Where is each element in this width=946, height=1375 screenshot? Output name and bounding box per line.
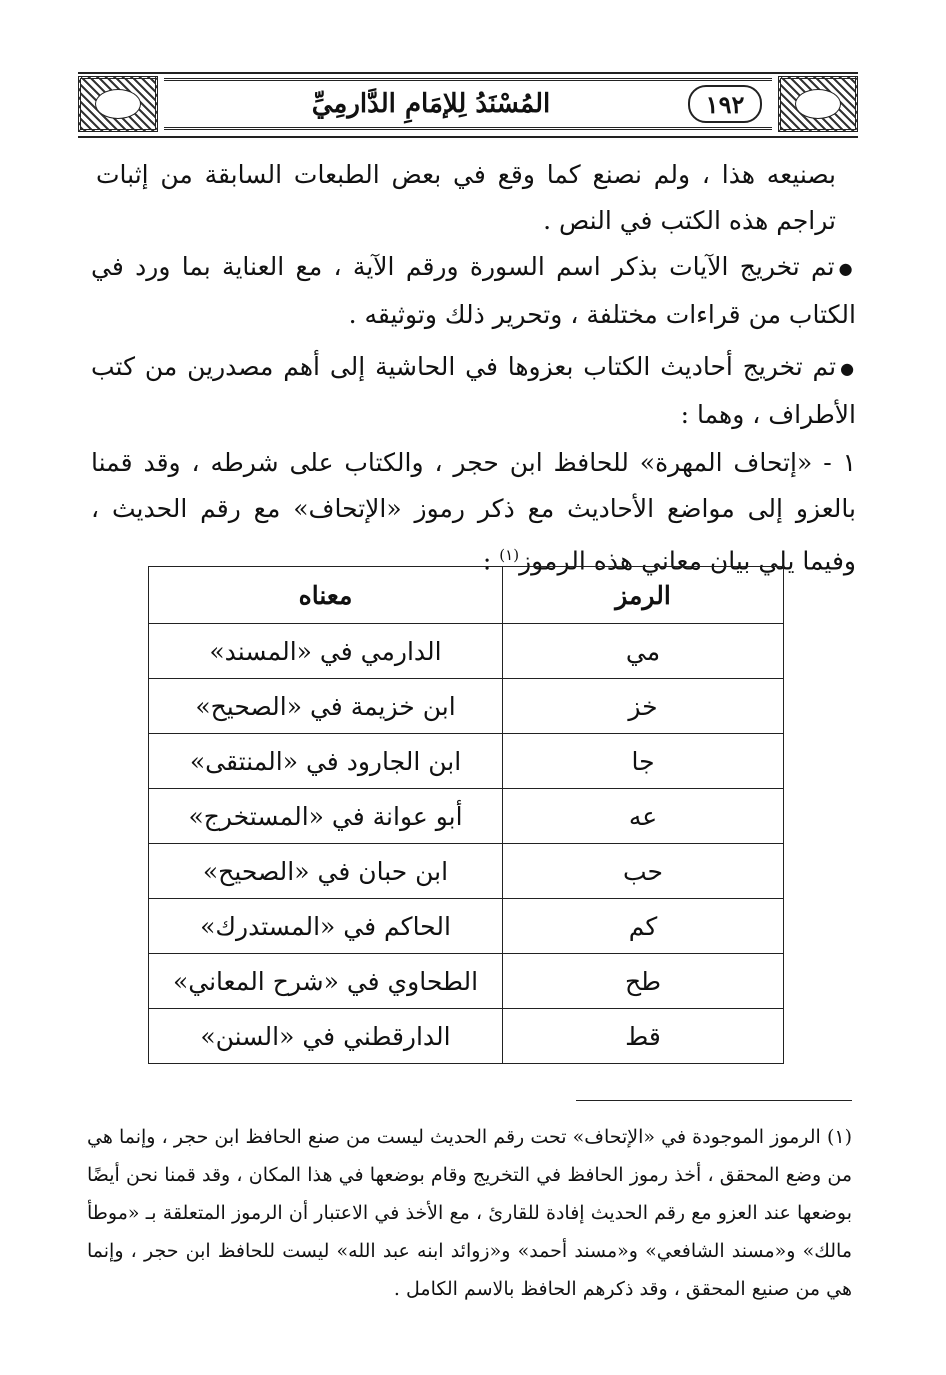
header-ornament-right [778,76,858,132]
meaning-cell: الحاكم في «المستدرك» [149,899,503,954]
footnote: (١) الرموز الموجودة في «الإتحاف» تحت رقم الحديث ليست من صنع الحافظ ابن حجر ، وإنما هي من وضع المحقق ، أخذ رموز الحافظ في التخريج وقام بوضعها في هذا المكان ، وقد قمنا نحن أيضًا بوضعها عند العزو مع رقم الحديث إفادة للقارئ ، مع الأخذ في الاعتبار أن الرموز المتعلقة بـ «موطأ مالك» و«مسند الشافعي» و«مسند أحمد» و«زوائد ابنه عبد الله» ليست للحافظ ابن حجر ، وإنما هي من صنيع المحقق ، وقد ذكرهم الحافظ بالاسم الكامل . [87,1126,852,1300]
table-row [149,789,784,844]
meaning-cell: الدارمي في «المسند» [149,624,503,679]
symbol-cell: جا [503,734,784,789]
header-meaning: معناه [149,567,503,624]
page-number: ١٩٢ [688,85,762,123]
bullet-verses-text: تم تخريج الآيات بذكر اسم السورة ورقم الآية ، مع العناية بما ورد في الكتاب من قراءات مختلفة ، وتحرير ذلك وتوثيقه . [91,252,856,329]
header-title-frame [164,78,772,130]
symbols-table [148,566,784,1064]
symbol-cell: كم [503,899,784,954]
table-row [149,899,784,954]
symbol-cell: عه [503,789,784,844]
item-ithaf [91,440,856,584]
table-row [149,844,784,899]
meaning-cell: ابن خزيمة في «الصحيح» [149,679,503,734]
symbol-cell: قط [503,1009,784,1064]
meaning-cell: الطحاوي في «شرح المعاني» [149,954,503,1009]
bullet-hadith [91,344,856,438]
item-ithaf-text: ١ - «إتحاف المهرة» للحافظ ابن حجر ، والكتاب على شرطه ، وقد قمنا بالعزو إلى مواضع الأحاديث مع ذكر رموز «الإتحاف» مع رقم الحديث ، وفيما يلي بيان معاني هذه الرموز [91,448,856,576]
symbol-cell: طح [503,954,784,1009]
meaning-cell: ابن الجارود في «المنتقى» [149,734,503,789]
symbol-cell: مي [503,624,784,679]
meaning-cell: الدارقطني في «السنن» [149,1009,503,1064]
table-row [149,954,784,1009]
header-ornament-left [78,76,158,132]
footnote-ref: (١) [499,546,520,564]
paragraph-continuation: بصنيعه هذا ، ولم نصنع كما وقع في بعض الطبعات السابقة من إثبات تراجم هذه الكتب في النص . [96,160,836,235]
meaning-cell: ابن حبان في «الصحيح» [149,844,503,899]
running-title: المُسْنَدُ لِلإمَامِ الدَّارمِيِّ [311,89,551,119]
bullet-hadith-text: تم تخريج أحاديث الكتاب بعزوها في الحاشية إلى أهم مصدرين من كتب الأطراف ، وهما : [91,352,856,429]
symbol-cell: حب [503,844,784,899]
bullet-verses [91,244,856,338]
item-ithaf-colon: : [482,546,500,576]
table-header-row [149,567,784,624]
table-row [149,679,784,734]
symbol-cell: خز [503,679,784,734]
meaning-cell: أبو عوانة في «المستخرج» [149,789,503,844]
footnote-separator [576,1100,852,1101]
page-header [78,76,858,132]
table-row [149,624,784,679]
header-top-rule [78,72,858,74]
header-symbol: الرمز [503,567,784,624]
table-row [149,734,784,789]
header-bottom-rule [78,136,858,138]
table-row [149,1009,784,1064]
